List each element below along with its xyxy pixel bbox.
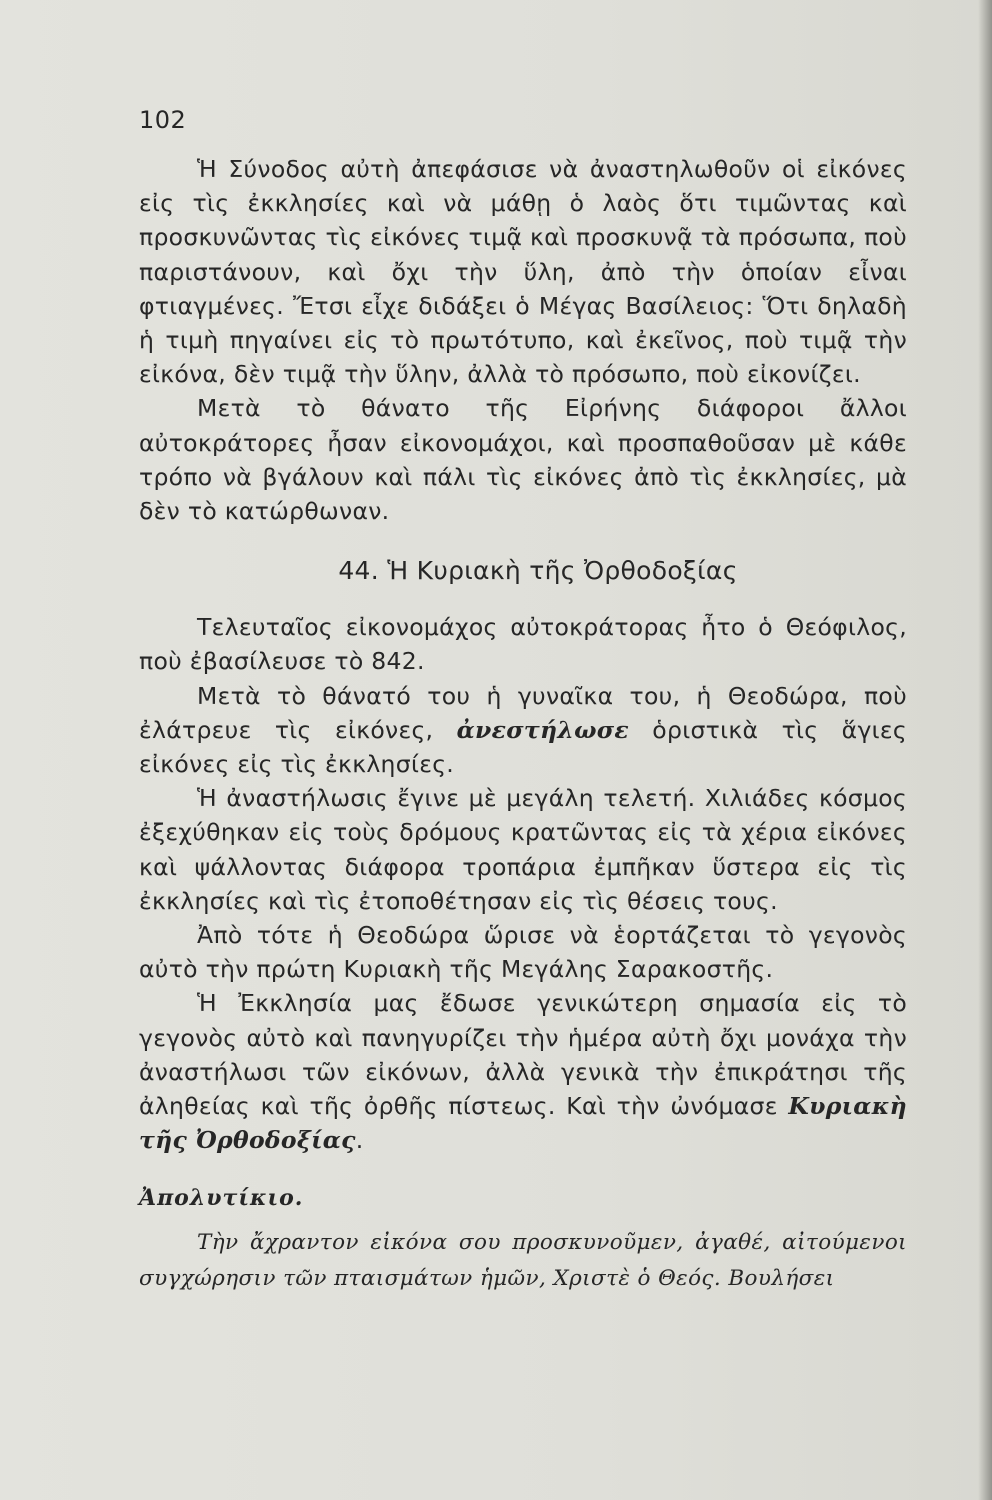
- body-text: [139, 152, 907, 1297]
- page-number: 102: [139, 106, 187, 134]
- theodora-text-start: Μετὰ τὸ θάνατό του ἡ γυναῖκα του, ἡ Θεοδώρα, ποὺ ἐλάτρευε τὶς εἰκόνες,: [139, 681, 907, 744]
- paragraph-church-meaning: [139, 986, 907, 1157]
- paragraph-theodora: [139, 679, 907, 782]
- theodora-text-end: ὁριστικὰ τὶς ἅγιες εἰκόνες εἰς τὶς ἐκκλησίες.: [139, 715, 907, 779]
- church-meaning-text: Ἡ Ἐκκλησία μας ἔδωσε γενικώτερη σημασία εἰς τὸ γεγονὸς αὐτὸ καὶ πανηγυρίζει τὴν ἡμέρα αὐτὴ ὄχι μονάχα τὴν ἀναστήλωσι τῶν εἰκόνων, ἀλλὰ γενικὰ τὴν ἐπικράτησι τῆς ἀληθείας καὶ τῆς ὀρθῆς πίστεως. Καὶ τὴν ὠνόμασε: [139, 989, 907, 1121]
- paragraph-after-irene: Μετὰ τὸ θάνατο τῆς Εἰρήνης διάφοροι ἄλλοι αὐτοκράτορες ἦσαν εἰκονομάχοι, καὶ προσπαθοῦσαν μὲ κάθε τρόπο νὰ βγάλουν καὶ πάλι τὶς εἰκόνες ἀπὸ τὶς ἐκκλησίες, μὰ δὲν τὸ κατώρθωναν.: [139, 394, 907, 526]
- apolytikio-title: Ἀπολυτίκιο.: [139, 1185, 304, 1212]
- emphasis-sunday-of-orthodoxy: Κυριακὴ τῆς Ὀρθοδοξίας: [139, 1092, 907, 1155]
- paragraph-feast: Ἀπὸ τότε ἡ Θεοδώρα ὥρισε νὰ ἑορτάζεται τὸ γεγονὸς αὐτὸ τὴν πρώτη Κυριακὴ τῆς Μεγάλης Σαρακοστῆς.: [139, 921, 907, 984]
- paragraph-ceremony: Ἡ ἀναστήλωσις ἔγινε μὲ μεγάλη τελετή. Χιλιάδες κόσμος ἐξεχύθηκαν εἰς τοὺς δρόμους κρατῶντας εἰς τὰ χέρια εἰκόνες καὶ ψάλλοντας διάφορα τροπάρια ἐμπῆκαν ὕστερα εἰς τὶς ἐκκλησίες καὶ τὶς ἐτοποθέτησαν εἰς τὶς θέσεις τους.: [139, 784, 907, 915]
- paragraph-theophilos: Τελευταῖος εἰκονομάχος αὐτοκράτορας ἦτο ὁ Θεόφιλος, ποὺ ἐβασίλευσε τὸ 842.: [139, 613, 907, 676]
- paragraph-synod: Ἡ Σύνοδος αὐτὴ ἀπεφάσισε νὰ ἀναστηλωθοῦν οἱ εἰκόνες εἰς τὶς ἐκκλησίες καὶ νὰ μάθῃ ὁ λαὸς ὅτι τιμῶντας καὶ προσκυνῶντας τὶς εἰκόνες τιμᾷ καὶ προσκυνᾷ τὰ πρόσωπα, ποὺ παριστάνουν, καὶ ὄχι τὴν ὕλη, ἀπὸ τὴν ὁποίαν εἶναι φτιαγμένες. Ἔτσι εἶχε διδάξει ὁ Μέγας Βασίλειος: Ὅτι δηλαδὴ ἡ τιμὴ πηγαίνει εἰς τὸ πρωτότυπο, καὶ ἐκεῖνος, ποὺ τιμᾷ τὴν εἰκόνα, δὲν τιμᾷ τὴν ὕλην, ἀλλὰ τὸ πρόσωπο, ποὺ εἰκονίζει.: [139, 155, 907, 389]
- page-edge-shadow: [978, 0, 992, 1500]
- emphasis-anestilose: ἀνεστήλωσε: [456, 715, 629, 744]
- church-meaning-end: .: [355, 1126, 364, 1155]
- section-title: 44. Ἡ Κυριακὴ τῆς Ὀρθοδοξίας: [338, 556, 738, 586]
- apolytikio-hymn: Τὴν ἄχραντον εἰκόνα σου προσκυνοῦμεν, ἀγαθέ, αἰτούμενοι συγχώρησιν τῶν πταισμάτων ἡμῶν, Χριστὲ ὁ Θεός. Βουλήσει: [139, 1230, 907, 1292]
